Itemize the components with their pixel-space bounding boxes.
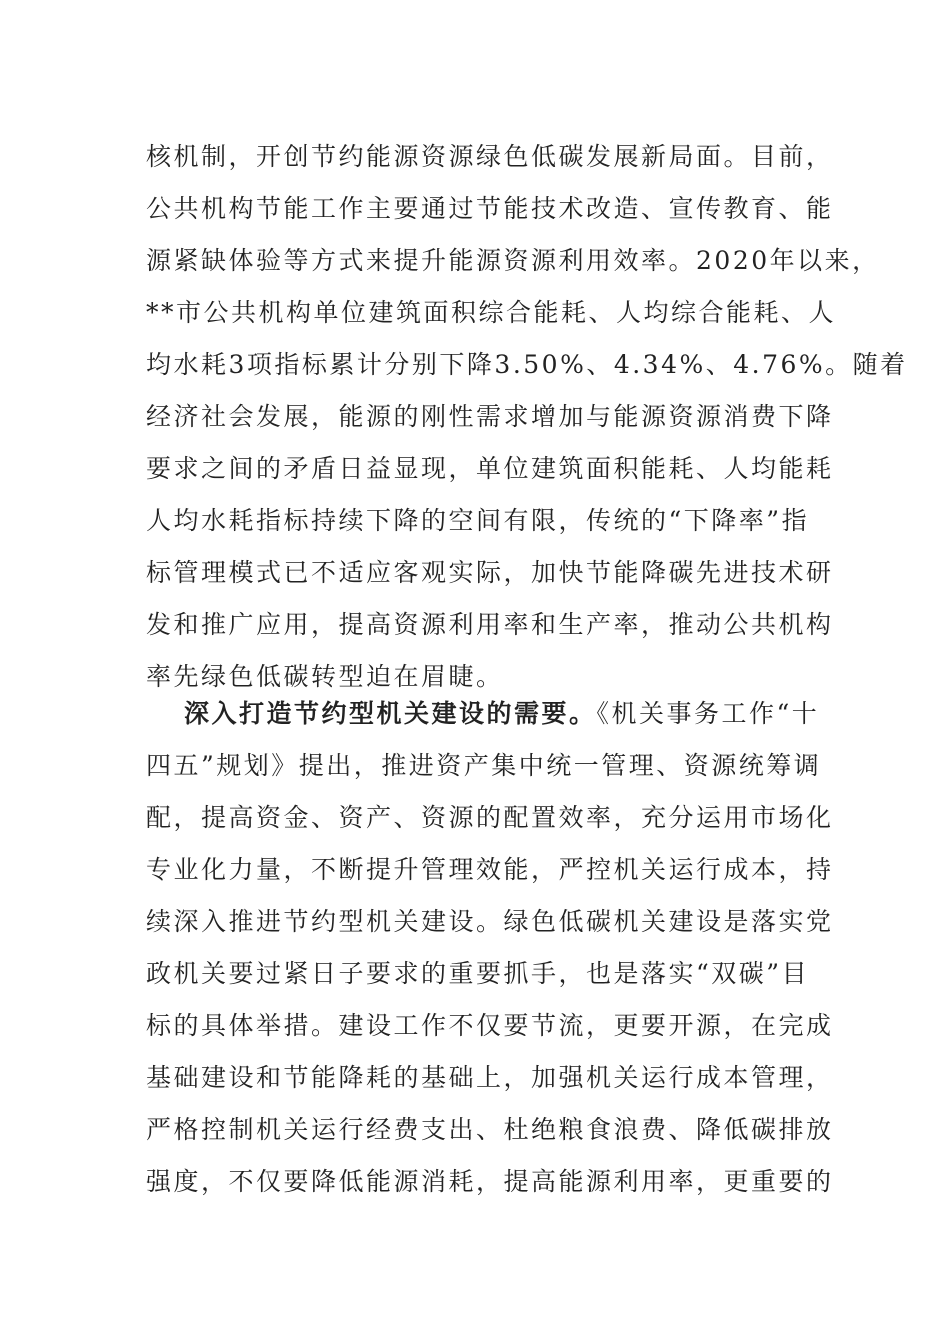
text-line: 强度，不仅要降低能源消耗，提高能源利用率，更重要的 bbox=[146, 1167, 834, 1196]
text-line: 专业化力量，不断提升管理效能，严控机关运行成本，持 bbox=[146, 855, 834, 884]
text-line: 四五”规划》提出，推进资产集中统一管理、资源统筹调 bbox=[146, 751, 822, 780]
text-line: 严格控制机关运行经费支出、杜绝粮食浪费、降低碳排放 bbox=[146, 1115, 834, 1144]
text-line: 标的具体举措。建设工作不仅要节流，更要开源，在完成 bbox=[146, 1011, 834, 1040]
text-line: 政机关要过紧日子要求的重要抓手，也是落实“双碳”目 bbox=[146, 959, 810, 988]
paragraph-first-line bbox=[146, 688, 826, 740]
text-line: 要求之间的矛盾日益显现，单位建筑面积能耗、人均能耗 bbox=[146, 454, 834, 483]
text-line: 经济社会发展，能源的刚性需求增加与能源资源消费下降 bbox=[146, 402, 834, 431]
text-line: 配，提高资金、资产、资源的配置效率，充分运用市场化 bbox=[146, 803, 834, 832]
text-line: 均水耗3项指标累计分别下降3.50%、4.34%、4.76%。随着 bbox=[146, 350, 908, 379]
text-line: 核机制，开创节约能源资源绿色低碳发展新局面。目前， bbox=[146, 142, 834, 171]
text-line: 标管理模式已不适应客观实际，加快节能降碳先进技术研 bbox=[146, 558, 834, 587]
text-line: **市公共机构单位建筑面积综合能耗、人均综合能耗、人 bbox=[146, 298, 837, 327]
text-line: 人均水耗指标持续下降的空间有限，传统的“下降率”指 bbox=[146, 506, 810, 535]
text-line: 源紧缺体验等方式来提升能源资源利用效率。2020年以来， bbox=[146, 246, 880, 275]
text-line: 公共机构节能工作主要通过节能技术改造、宣传教育、能 bbox=[146, 194, 834, 223]
text-line: 率先绿色低碳转型迫在眉睫。 bbox=[146, 662, 504, 691]
text-line: 续深入推进节约型机关建设。绿色低碳机关建设是落实党 bbox=[146, 907, 834, 936]
paragraph-first-line-text: 《机关事务工作“十 bbox=[596, 699, 820, 728]
paragraph-energy-efficiency bbox=[146, 131, 908, 703]
text-line: 基础建设和节能降耗的基础上，加强机关运行成本管理， bbox=[146, 1063, 834, 1092]
text-line: 发和推广应用，提高资源利用率和生产率，推动公共机构 bbox=[146, 610, 834, 639]
paragraph-frugal-organ bbox=[146, 688, 834, 1208]
paragraph-heading: 深入打造节约型机关建设的需要。 bbox=[184, 699, 597, 728]
